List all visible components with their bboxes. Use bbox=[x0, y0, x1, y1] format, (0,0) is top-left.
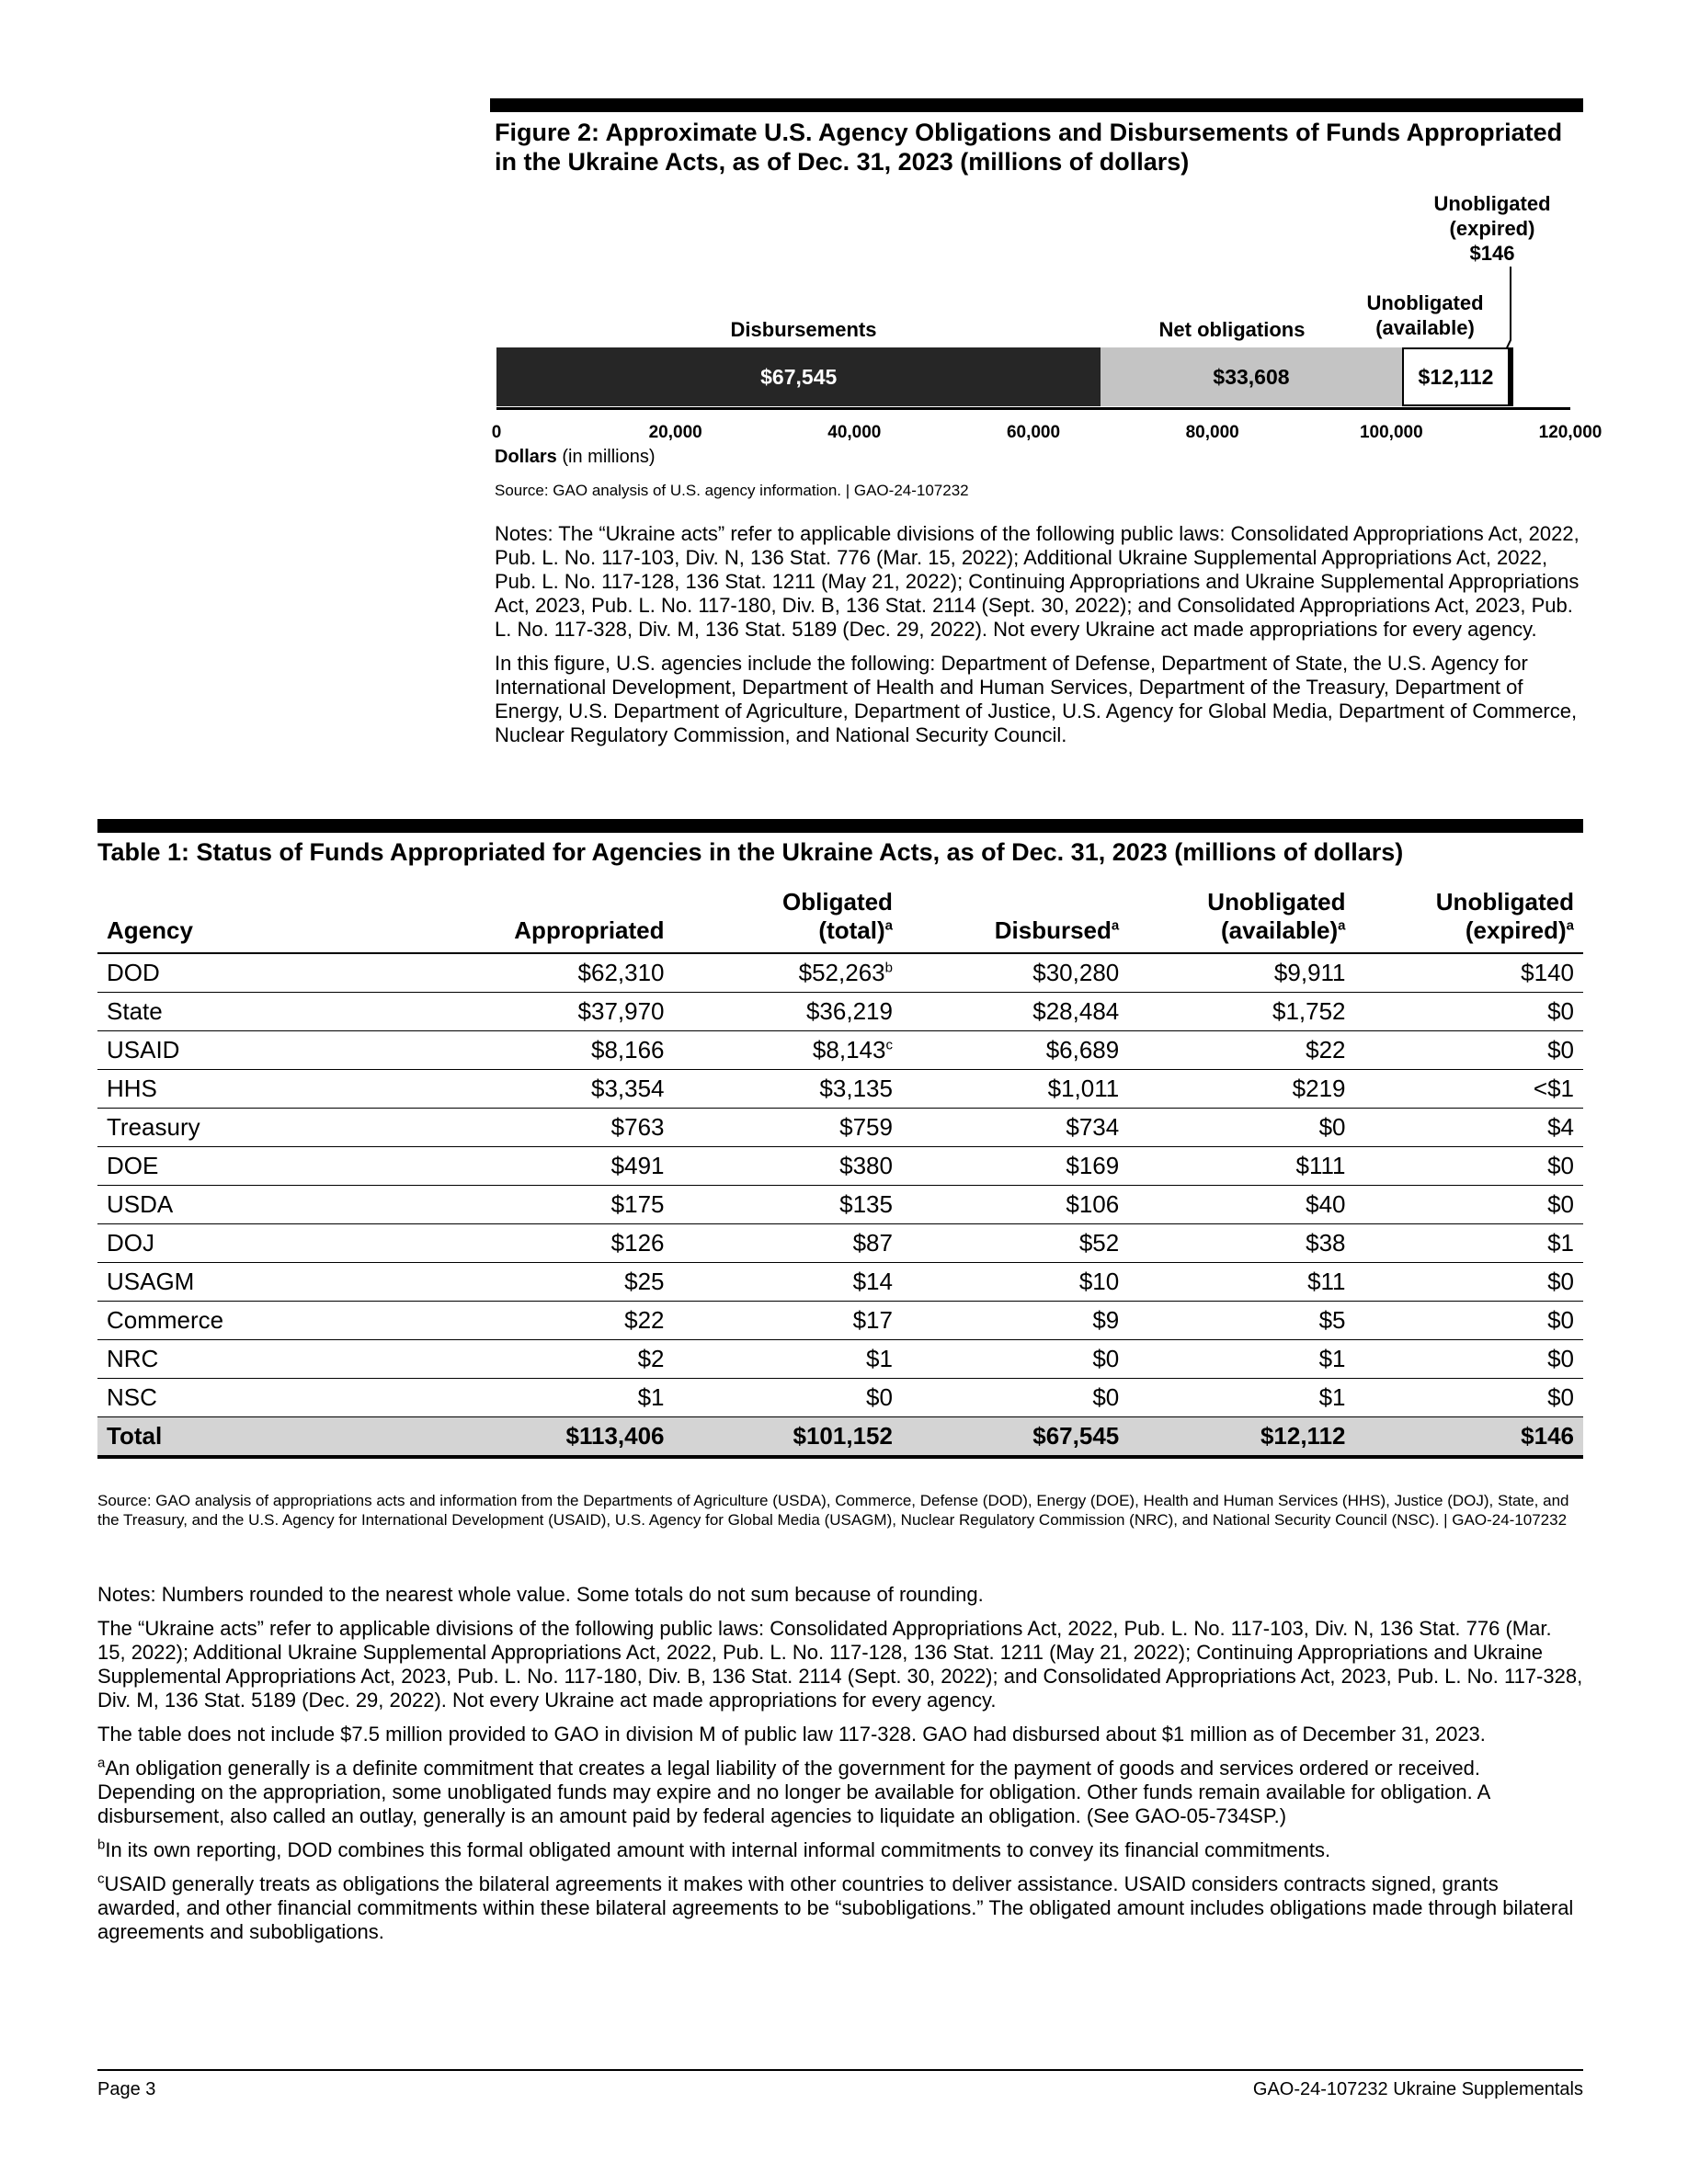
cell-disbursed: $67,545 bbox=[902, 1417, 1128, 1458]
cell-obligated: $8,143$^c$ bbox=[674, 1031, 902, 1070]
cell-obligated: $1 bbox=[674, 1340, 902, 1379]
table-row bbox=[97, 1186, 1583, 1224]
label-unobligated-expired: Unobligated (expired) $146 bbox=[1433, 192, 1551, 265]
cell-unobligated-expired: $0 bbox=[1355, 1031, 1583, 1070]
bar-segment-net-obligations bbox=[1101, 347, 1401, 406]
cell-agency: State bbox=[97, 993, 425, 1031]
footnote-mark: b bbox=[884, 960, 893, 976]
cell-unobligated-available: $111 bbox=[1128, 1147, 1354, 1186]
cell-unobligated-expired: $146 bbox=[1355, 1417, 1583, 1458]
cell-agency: DOD bbox=[97, 953, 425, 993]
cell-disbursed: $52 bbox=[902, 1224, 1128, 1263]
cell-agency: DOE bbox=[97, 1147, 425, 1186]
footer-rule bbox=[97, 2069, 1583, 2071]
cell-unobligated-available: $12,112 bbox=[1128, 1417, 1354, 1458]
cell-unobligated-available: $5 bbox=[1128, 1302, 1354, 1340]
table-row bbox=[97, 1224, 1583, 1263]
x-tick-label: 40,000 bbox=[827, 423, 882, 442]
figure-notes bbox=[495, 522, 1583, 757]
table-row bbox=[97, 1070, 1583, 1109]
bar-value-unobligated-available: $12,112 bbox=[1418, 364, 1494, 389]
cell-obligated: $3,135 bbox=[674, 1070, 902, 1109]
table-row bbox=[97, 1031, 1583, 1070]
col-header-unobligated-expired: Unobligated (expired)$^a$ bbox=[1355, 884, 1583, 953]
cell-appropriated: $491 bbox=[425, 1147, 673, 1186]
x-axis-label: Dollars (in millions) bbox=[495, 447, 656, 467]
cell-appropriated: $2 bbox=[425, 1340, 673, 1379]
cell-disbursed: $0 bbox=[902, 1340, 1128, 1379]
cell-appropriated: $22 bbox=[425, 1302, 673, 1340]
cell-appropriated: $37,970 bbox=[425, 993, 673, 1031]
cell-appropriated: $113,406 bbox=[425, 1417, 673, 1458]
cell-obligated: $759 bbox=[674, 1109, 902, 1147]
table-row bbox=[97, 1302, 1583, 1340]
table-title: Table 1: Status of Funds Appropriated for Agencies in the Ukraine Acts, as of Dec. 31, 2023 (millions of dollars) bbox=[97, 838, 1404, 866]
cell-unobligated-expired: $140 bbox=[1355, 953, 1583, 993]
status-table bbox=[97, 884, 1583, 1459]
table-top-rule bbox=[97, 819, 1583, 833]
cell-unobligated-available: $1 bbox=[1128, 1340, 1354, 1379]
x-tick-label: 20,000 bbox=[648, 423, 702, 442]
table-row bbox=[97, 953, 1583, 993]
cell-agency: Treasury bbox=[97, 1109, 425, 1147]
x-tick-label: 0 bbox=[491, 423, 502, 442]
figure-note: In this figure, U.S. agencies include the following: Department of Defense, Department of State, the U.S. Agency for International Development, Department of Health and Human Services, Department of the Treasury, Department of Energy, U.S. Department of Agriculture, Department of Justice, U.S. Agency for Global Media, Department of Commerce, Nuclear Regulatory Commission, and National Security Council. bbox=[495, 652, 1578, 746]
table-header-row bbox=[97, 884, 1583, 953]
footnote-a: $^a$An obligation generally is a definite commitment that creates a legal liability of the government for the payment of goods and services ordered or received. Depending on the appropriation, some unobligated funds may expire and no longer be available for obligation. Other funds remain available for obligation. A disbursement, also called an outlay, generally is an amount paid by federal agencies to liquidate an obligation. (See GAO-05-734SP.) bbox=[97, 1755, 1490, 1827]
bar-segment-unobligated-available bbox=[1402, 347, 1511, 406]
label-disbursements: Disbursements bbox=[730, 318, 877, 341]
x-axis-line bbox=[496, 407, 1570, 410]
cell-unobligated-available: $40 bbox=[1128, 1186, 1354, 1224]
cell-agency: NRC bbox=[97, 1340, 425, 1379]
cell-appropriated: $8,166 bbox=[425, 1031, 673, 1070]
cell-obligated: $0 bbox=[674, 1379, 902, 1417]
cell-agency: USAID bbox=[97, 1031, 425, 1070]
col-header-unobligated-available: Unobligated (available)$^a$ bbox=[1128, 884, 1354, 953]
table-note: The table does not include $7.5 million provided to GAO in division M of public law 117-328. GAO had disbursed about $1 million as of December 31, 2023. bbox=[97, 1723, 1486, 1746]
footnote-mark: c bbox=[885, 1037, 893, 1053]
cell-obligated: $380 bbox=[674, 1147, 902, 1186]
cell-unobligated-expired: $4 bbox=[1355, 1109, 1583, 1147]
col-header-agency: Agency bbox=[97, 884, 425, 953]
cell-appropriated: $3,354 bbox=[425, 1070, 673, 1109]
table-row bbox=[97, 1147, 1583, 1186]
cell-unobligated-available: $9,911 bbox=[1128, 953, 1354, 993]
cell-unobligated-expired: $1 bbox=[1355, 1224, 1583, 1263]
cell-unobligated-expired: $0 bbox=[1355, 1379, 1583, 1417]
cell-obligated: $36,219 bbox=[674, 993, 902, 1031]
cell-unobligated-available: $0 bbox=[1128, 1109, 1354, 1147]
figure-top-rule bbox=[490, 98, 1583, 112]
cell-obligated: $17 bbox=[674, 1302, 902, 1340]
cell-unobligated-available: $219 bbox=[1128, 1070, 1354, 1109]
cell-unobligated-expired: $0 bbox=[1355, 1186, 1583, 1224]
x-tick-label: 120,000 bbox=[1538, 423, 1602, 442]
table-row bbox=[97, 1340, 1583, 1379]
figure-note: Notes: The “Ukraine acts” refer to applicable divisions of the following public laws: Consolidated Appropriations Act, 2022, Pub. L. No. 117-103, Div. N, 136 Stat. 776 (Mar. 15, 2022); Additional Ukraine Supplemental Appropriations Act, 2022, Pub. L. No. 117-128, 136 Stat. 1211 (May 21, 2022); Continuing Appropriations and Ukraine Supplemental Appropriations Act, 2023, Pub. L. No. 117-180, Div. B, 136 Stat. 2114 (Sept. 30, 2022); and Consolidated Appropriations Act, 2023, Pub. L. No. 117-328, Div. M, 136 Stat. 5189 (Dec. 29, 2022). Not every Ukraine act made appropriations for every agency. bbox=[495, 522, 1580, 641]
cell-disbursed: $9 bbox=[902, 1302, 1128, 1340]
cell-appropriated: $763 bbox=[425, 1109, 673, 1147]
cell-unobligated-expired: $0 bbox=[1355, 1147, 1583, 1186]
col-header-disbursed: Disbursed$^a$ bbox=[902, 884, 1128, 953]
cell-disbursed: $106 bbox=[902, 1186, 1128, 1224]
col-header-appropriated: Appropriated bbox=[425, 884, 673, 953]
cell-disbursed: $10 bbox=[902, 1263, 1128, 1302]
cell-agency: Commerce bbox=[97, 1302, 425, 1340]
table-notes bbox=[97, 1583, 1583, 1954]
cell-agency: DOJ bbox=[97, 1224, 425, 1263]
x-tick-label: 60,000 bbox=[1006, 423, 1061, 442]
cell-agency: HHS bbox=[97, 1070, 425, 1109]
cell-unobligated-expired: $0 bbox=[1355, 993, 1583, 1031]
table-total-row bbox=[97, 1417, 1583, 1458]
cell-unobligated-expired: $0 bbox=[1355, 1340, 1583, 1379]
cell-unobligated-available: $1,752 bbox=[1128, 993, 1354, 1031]
cell-unobligated-available: $38 bbox=[1128, 1224, 1354, 1263]
cell-agency: USDA bbox=[97, 1186, 425, 1224]
cell-appropriated: $126 bbox=[425, 1224, 673, 1263]
cell-obligated: $101,152 bbox=[674, 1417, 902, 1458]
footnote-b: $^b$In its own reporting, DOD combines this formal obligated amount with internal informal commitments to convey its financial commitments. bbox=[97, 1837, 1331, 1861]
bar-value-disbursements: $67,545 bbox=[760, 364, 838, 389]
cell-unobligated-expired: <$1 bbox=[1355, 1070, 1583, 1109]
report-id: GAO-24-107232 Ukraine Supplementals bbox=[1252, 2079, 1583, 2099]
table-row bbox=[97, 1263, 1583, 1302]
bar-segment-unobligated-expired bbox=[1510, 347, 1513, 406]
cell-unobligated-available: $11 bbox=[1128, 1263, 1354, 1302]
table-row bbox=[97, 993, 1583, 1031]
cell-unobligated-available: $1 bbox=[1128, 1379, 1354, 1417]
cell-appropriated: $1 bbox=[425, 1379, 673, 1417]
figure-source: Source: GAO analysis of U.S. agency information. | GAO-24-107232 bbox=[495, 482, 969, 499]
table-note: The “Ukraine acts” refer to applicable divisions of the following public laws: Consolidated Appropriations Act, 2022, Pub. L. No. 117-103, Div. N, 136 Stat. 776 (Mar. 15, 2022); Additional Ukraine Supplemental Appropriations Act, 2022, Pub. L. No. 117-128, 136 Stat. 1211 (May 21, 2022); Continuing Appropriations and Ukraine Supplemental Appropriations Act, 2023, Pub. L. No. 117-180, Div. B, 136 Stat. 2114 (Sept. 30, 2022); and Consolidated Appropriations Act, 2023, Pub. L. No. 117-328, Div. M, 136 Stat. 5189 (Dec. 29, 2022). Not every Ukraine act made appropriations for every agency. bbox=[97, 1617, 1583, 1712]
table-note: Notes: Numbers rounded to the nearest whole value. Some totals do not sum because of rounding. bbox=[97, 1583, 984, 1606]
bar-segment-disbursements bbox=[496, 347, 1101, 406]
cell-unobligated-expired: $0 bbox=[1355, 1263, 1583, 1302]
label-net-obligations: Net obligations bbox=[1158, 318, 1306, 341]
footnote-c: $^c$USAID generally treats as obligations the bilateral agreements it makes with other countries to deliver assistance. USAID considers contracts signed, grants awarded, and other financial commitments within these bilateral agreements to be “subobligations.” The obligated amount includes obligations made through bilateral agreements and subobligations. bbox=[97, 1871, 1574, 1943]
x-tick-label: 100,000 bbox=[1359, 423, 1423, 442]
cell-disbursed: $734 bbox=[902, 1109, 1128, 1147]
cell-disbursed: $0 bbox=[902, 1379, 1128, 1417]
cell-obligated: $87 bbox=[674, 1224, 902, 1263]
cell-obligated: $135 bbox=[674, 1186, 902, 1224]
cell-disbursed: $30,280 bbox=[902, 953, 1128, 993]
table-row bbox=[97, 1379, 1583, 1417]
cell-appropriated: $25 bbox=[425, 1263, 673, 1302]
cell-disbursed: $28,484 bbox=[902, 993, 1128, 1031]
table-row bbox=[97, 1109, 1583, 1147]
x-tick-label: 80,000 bbox=[1185, 423, 1239, 442]
cell-unobligated-expired: $0 bbox=[1355, 1302, 1583, 1340]
cell-agency: NSC bbox=[97, 1379, 425, 1417]
page-number: Page 3 bbox=[97, 2079, 156, 2099]
col-header-obligated: Obligated (total)$^a$ bbox=[674, 884, 902, 953]
cell-disbursed: $1,011 bbox=[902, 1070, 1128, 1109]
cell-unobligated-available: $22 bbox=[1128, 1031, 1354, 1070]
label-unobligated-available: Unobligated (available) bbox=[1366, 291, 1484, 339]
cell-agency: Total bbox=[97, 1417, 425, 1458]
cell-obligated: $52,263$^b$ bbox=[674, 953, 902, 993]
bar-value-net-obligations: $33,608 bbox=[1213, 364, 1290, 389]
cell-obligated: $14 bbox=[674, 1263, 902, 1302]
cell-appropriated: $175 bbox=[425, 1186, 673, 1224]
cell-agency: USAGM bbox=[97, 1263, 425, 1302]
table-source: Source: GAO analysis of appropriations acts and information from the Departments of Agriculture (USDA), Commerce, Defense (DOD), Energy (DOE), Health and Human Services (HHS), Justice (DOJ), State, and the Treasury, and the U.S. Agency for International Development (USAID), U.S. Agency for Global Media (USAGM), Nuclear Regulatory Commission (NRC), and National Security Council (NSC). | GAO-24-107232 bbox=[97, 1492, 1569, 1529]
cell-disbursed: $6,689 bbox=[902, 1031, 1128, 1070]
cell-disbursed: $169 bbox=[902, 1147, 1128, 1186]
cell-appropriated: $62,310 bbox=[425, 953, 673, 993]
figure-title: Figure 2: Approximate U.S. Agency Obligations and Disbursements of Funds Appropriated in the Ukraine Acts, as of Dec. 31, 2023 (millions of dollars) bbox=[495, 119, 1563, 176]
